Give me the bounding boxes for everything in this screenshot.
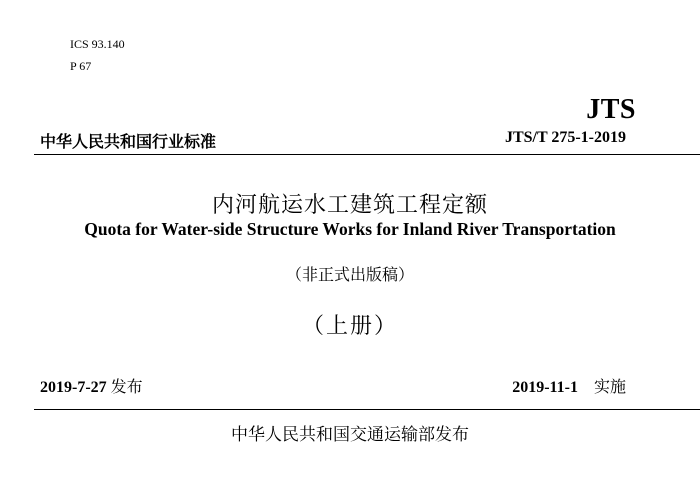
top-divider (34, 154, 700, 155)
volume-label: （上册） (301, 314, 398, 339)
issuer: 中华人民共和国交通运输部发布 (231, 425, 469, 445)
implementation-label: 实施 (593, 377, 626, 396)
implementation-date-line (512, 374, 626, 397)
issue-date: 2019-7-27 (40, 379, 107, 396)
title-chinese: 内河航运水工建筑工程定额 (211, 193, 488, 218)
bottom-divider (34, 409, 700, 410)
jts-mark: JTS (586, 94, 636, 125)
implementation-date: 2019-11-1 (512, 379, 578, 396)
p-code: P 67 (70, 59, 92, 73)
draft-note: （非正式出版稿） (285, 265, 414, 284)
standard-type: 中华人民共和国行业标准 (40, 132, 217, 151)
title-english: Quota for Water-side Structure Works for Inland River Transportation (84, 219, 616, 239)
standard-number: JTS/T 275-1-2019 (504, 129, 626, 146)
issue-label: 发布 (110, 377, 143, 396)
issue-date-line (40, 374, 143, 397)
ics-code: ICS 93.140 (70, 37, 125, 51)
